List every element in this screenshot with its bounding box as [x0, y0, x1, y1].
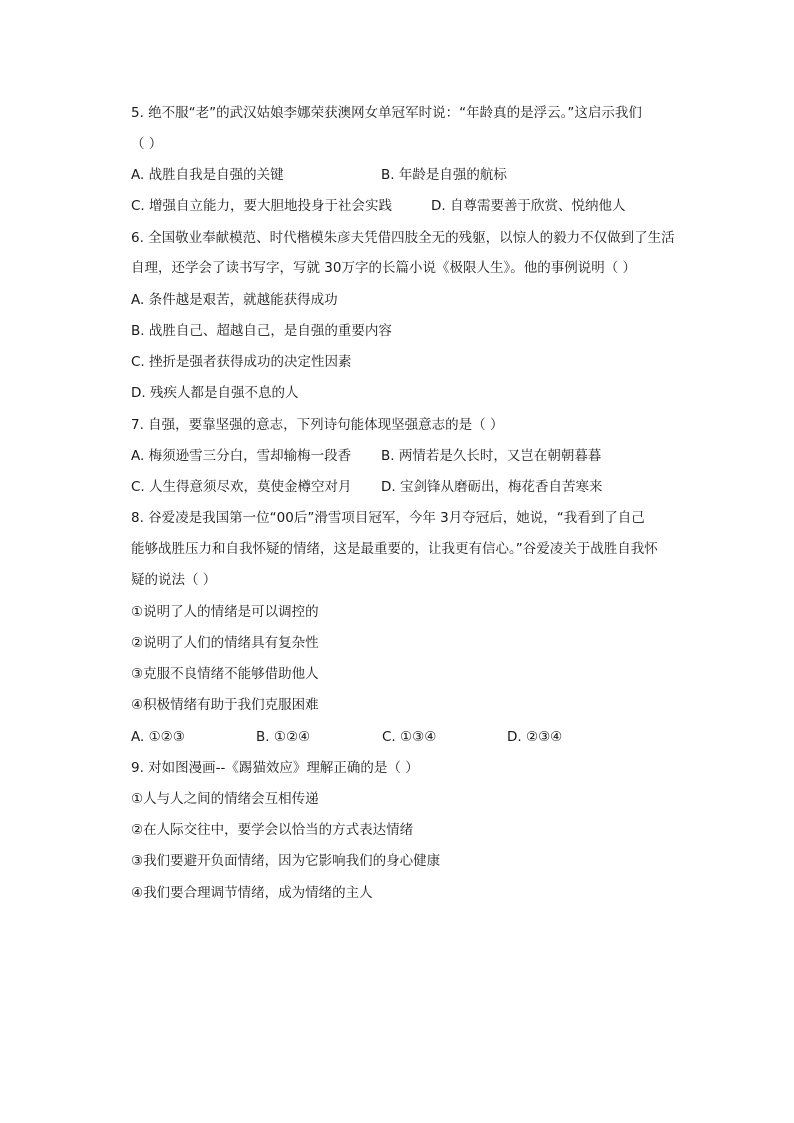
q6-stem-line-1: 6. 全国敬业奉献模范、时代楷模朱彦夫凭借四肢全无的残躯，以惊人的毅力不仅做到了生活 [131, 230, 675, 246]
q8-option-c: C. ①③④ [382, 729, 437, 745]
q5-stem-line-2: （ ） [131, 136, 163, 152]
q8-stem-line-2: 能够战胜压力和自我怀疑的情绪，这是最重要的，让我更有信心。”谷爱凌关于战胜自我怀 [131, 541, 658, 557]
q7-option-d: D. 宝剑锋从磨砺出，梅花香自苦寒来 [381, 479, 603, 495]
q5-option-a: A. 战胜自我是自强的关键 [131, 167, 284, 183]
q8-option-b: B. ①②④ [256, 729, 311, 745]
q5-option-c: C. 增强自立能力，要大胆地投身于社会实践 [131, 198, 393, 214]
q7-option-b: B. 两情若是久长时，又岂在朝朝暮暮 [381, 448, 602, 464]
q9-statement-4: ④我们要合理调节情绪，成为情绪的主人 [131, 885, 373, 901]
q9-statement-1: ①人与人之间的情绪会互相传递 [131, 791, 319, 807]
q9-statement-2: ②在人际交往中，要学会以恰当的方式表达情绪 [131, 822, 414, 838]
q6-stem-line-2: 自理，还学会了读书写字，写就 30万字的长篇小说《极限人生》。他的事例说明（ ） [131, 260, 637, 276]
q8-option-a: A. ①②③ [131, 729, 185, 745]
q5-option-d: D. 自尊需要善于欣赏、悦纳他人 [431, 198, 626, 214]
q7-option-c: C. 人生得意须尽欢，莫使金樽空对月 [131, 479, 352, 495]
q7-stem-line-1: 7. 自强，要靠坚强的意志，下列诗句能体现坚强意志的是（ ） [131, 417, 504, 433]
q6-option-a: A. 条件越是艰苦，就越能获得成功 [131, 292, 338, 308]
q5-stem-line-1: 5. 绝不服“老”的武汉姑娘李娜荣获澳网女单冠军时说：“年龄真的是浮云。”这启示我们 [131, 105, 642, 121]
q7-option-a: A. 梅须逊雪三分白，雪却输梅一段香 [131, 448, 352, 464]
q9-statement-3: ③我们要避开负面情绪，因为它影响我们的身心健康 [131, 853, 441, 869]
q8-statement-4: ④积极情绪有助于我们克服困难 [131, 697, 319, 713]
q6-option-c: C. 挫折是强者获得成功的决定性因素 [131, 354, 352, 370]
q6-option-b: B. 战胜自己、超越自己，是自强的重要内容 [131, 323, 392, 339]
q9-stem-line-1: 9. 对如图漫画--《踢猫效应》理解正确的是（ ） [131, 760, 419, 776]
q5-option-b: B. 年龄是自强的航标 [381, 167, 507, 183]
q8-statement-1: ①说明了人的情绪是可以调控的 [131, 604, 319, 620]
q8-option-d: D. ②③④ [507, 729, 563, 745]
q8-statement-3: ③克服不良情绪不能够借助他人 [131, 666, 319, 682]
q8-statement-2: ②说明了人们的情绪具有复杂性 [131, 635, 319, 651]
q8-stem-line-1: 8. 谷爱凌是我国第一位“00后”滑雪项目冠军，今年 3月夺冠后，她说，“我看到了自己 [131, 510, 645, 526]
q8-stem-line-3: 疑的说法（ ） [131, 572, 217, 588]
q6-option-d: D. 残疾人都是自强不息的人 [131, 385, 299, 401]
